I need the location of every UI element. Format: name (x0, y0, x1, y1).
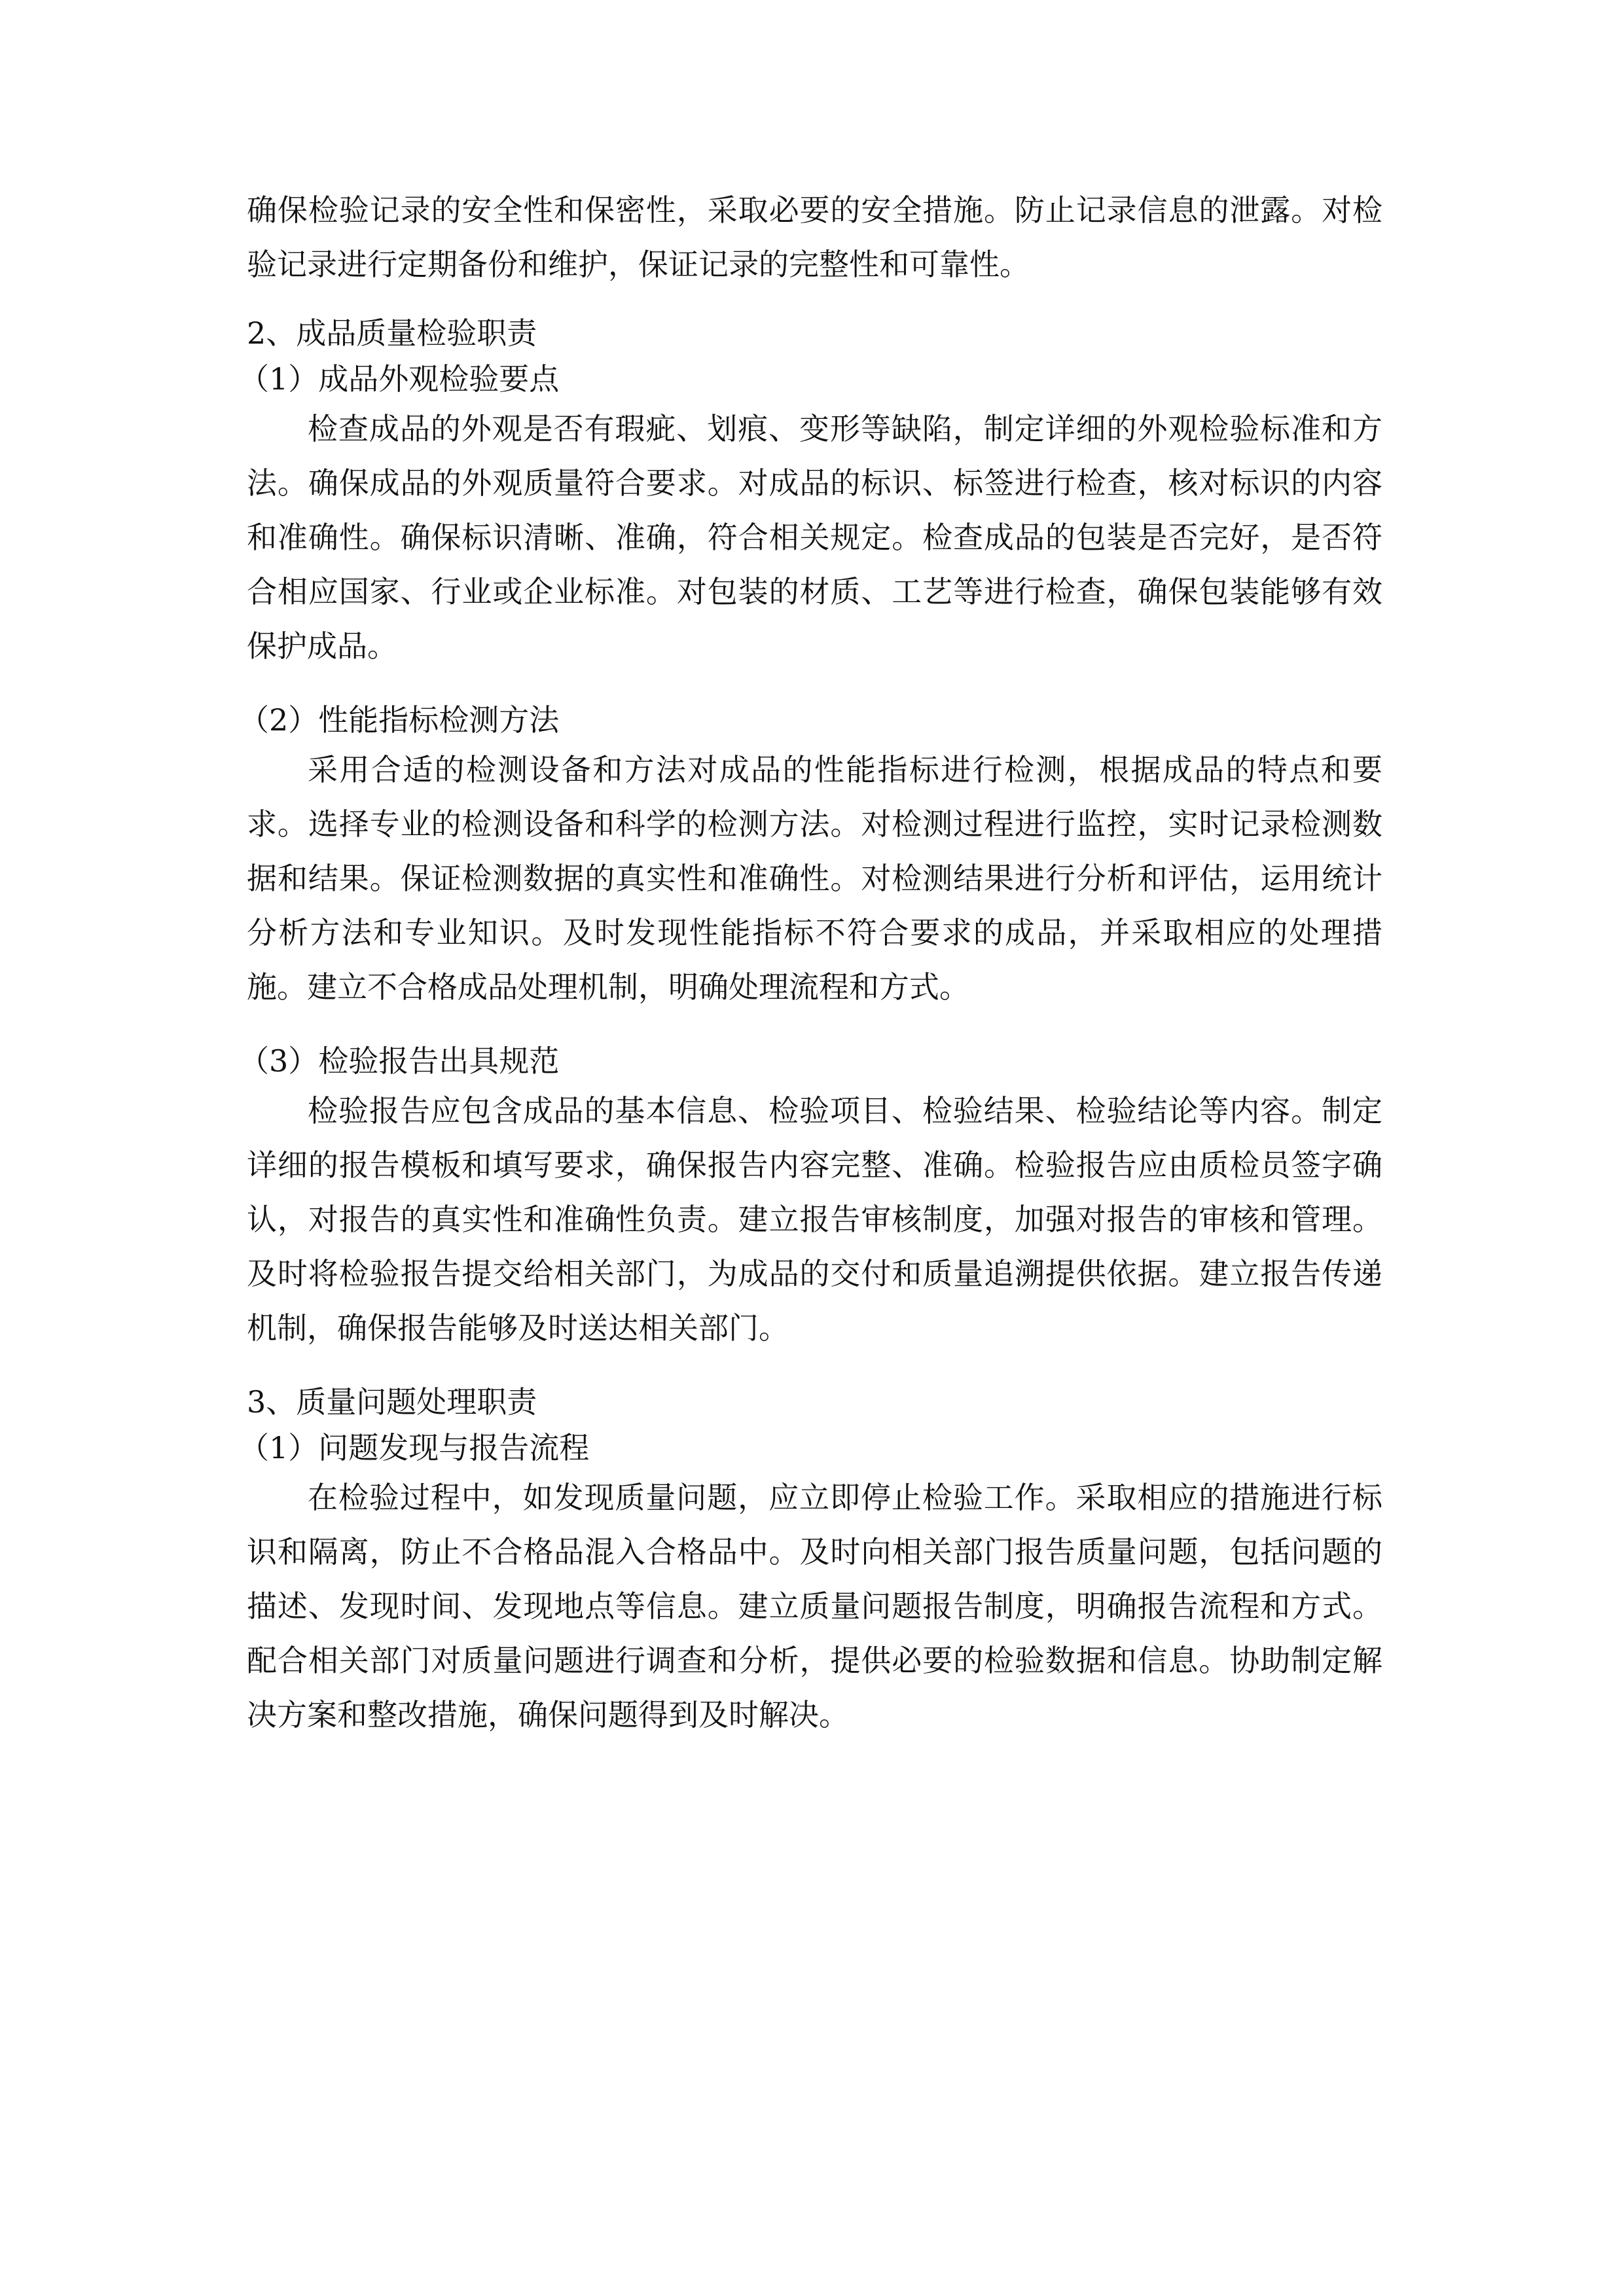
section-3-heading: 3、质量问题处理职责 (247, 1384, 537, 1420)
section-2-1-heading: （1）成品外观检验要点 (239, 361, 560, 397)
section-2-2-paragraph: 采用合适的检测设备和方法对成品的性能指标进行检测，根据成品的特点和要求。选择专业的检测设备和科学的检测方法。对检测过程进行监控，实时记录检测数据和结果。保证检测数据的真实性和准确性。对检测结果进行分析和评估，运用统计分析方法和专业知识。及时发现性能指标不符合要求的成品，并采取相应的处理措施。建立不合格成品处理机制，明确处理流程和方式。 (247, 752, 1382, 1005)
document-page (239, 183, 1382, 1742)
section-2-1-paragraph: 检查成品的外观是否有瑕疵、划痕、变形等缺陷，制定详细的外观检验标准和方法。确保成品的外观质量符合要求。对成品的标识、标签进行检查，核对标识的内容和准确性。确保标识清晰、准确，符合相关规定。检查成品的包装是否完好，是否符合相应国家、行业或企业标准。对包装的材质、工艺等进行检查，确保包装能够有效保护成品。 (247, 411, 1382, 664)
section-3-1-paragraph: 在检验过程中，如发现质量问题，应立即停止检验工作。采取相应的措施进行标识和隔离，防止不合格品混入合格品中。及时向相关部门报告质量问题，包括问题的描述、发现时间、发现地点等信息。建立质量问题报告制度，明确报告流程和方式。配合相关部门对质量问题进行调查和分析，提供必要的检验数据和信息。协助制定解决方案和整改措施，确保问题得到及时解决。 (247, 1480, 1382, 1732)
intro-paragraph: 确保检验记录的安全性和保密性，采取必要的安全措施。防止记录信息的泄露。对检验记录进行定期备份和维护，保证记录的完整性和可靠性。 (247, 192, 1382, 282)
section-3-1-heading: （1）问题发现与报告流程 (239, 1430, 590, 1465)
section-2-heading: 2、成品质量检验职责 (247, 315, 537, 351)
section-2-3-heading: （3）检验报告出具规范 (239, 1043, 560, 1079)
section-2-2-heading: （2）性能指标检测方法 (239, 702, 560, 738)
section-2-3-paragraph: 检验报告应包含成品的基本信息、检验项目、检验结果、检验结论等内容。制定详细的报告模板和填写要求，确保报告内容完整、准确。检验报告应由质检员签字确认，对报告的真实性和准确性负责。建立报告审核制度，加强对报告的审核和管理。及时将检验报告提交给相关部门，为成品的交付和质量追溯提供依据。建立报告传递机制，确保报告能够及时送达相关部门。 (247, 1093, 1382, 1346)
